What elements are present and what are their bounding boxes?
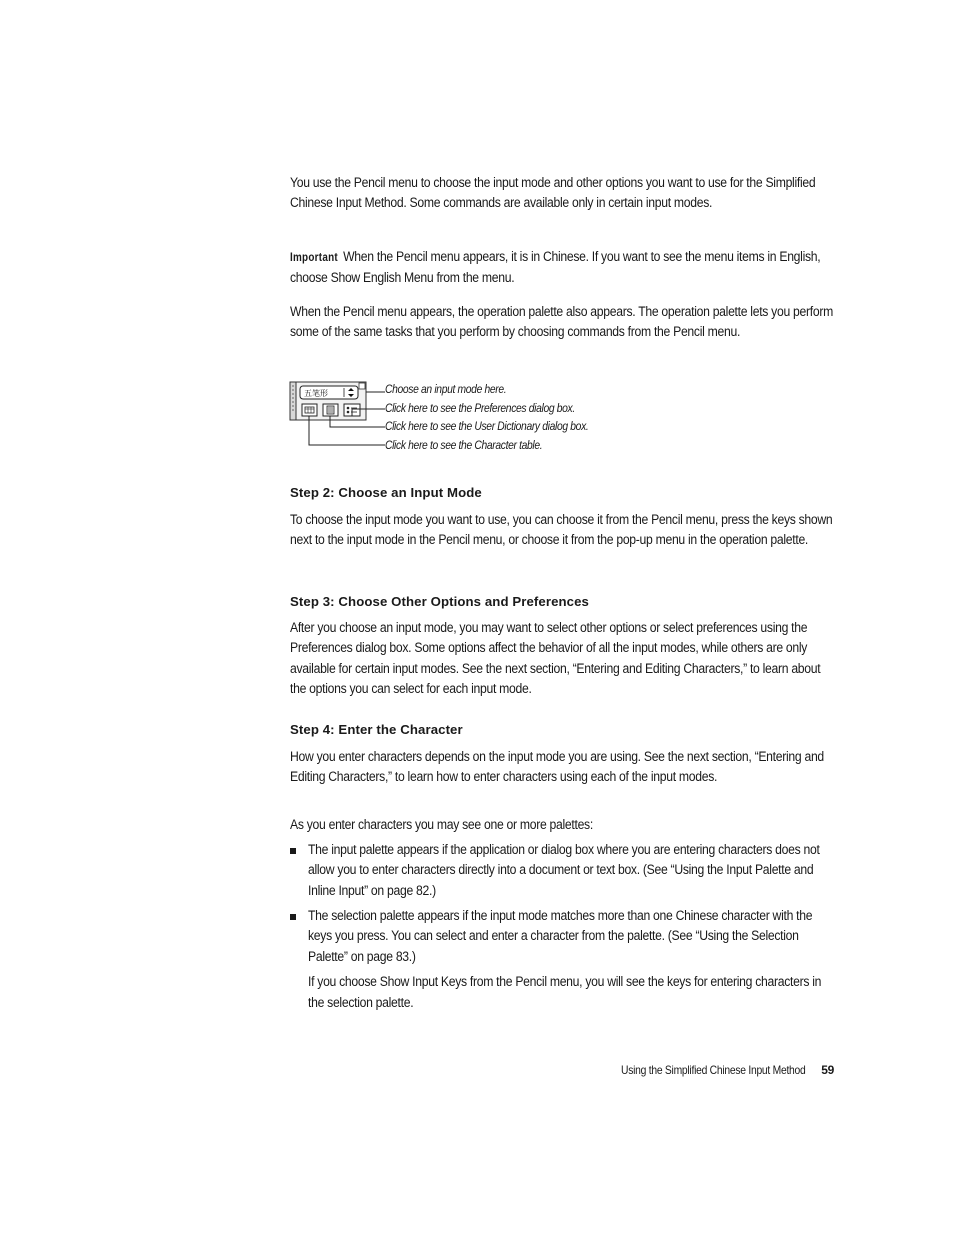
palette-drag-bar — [290, 382, 296, 420]
important-label: Important — [290, 252, 338, 264]
step4-lead — [290, 815, 835, 835]
callout-preferences: Click here to see the Preferences dialog box. — [385, 401, 575, 415]
important-note-text — [290, 247, 835, 289]
intro-text-2: When the Pencil menu appears, the operation palette also appears. The operation palette lets you perform some of the same tasks that you perform by choosing commands from the Pencil menu. — [290, 304, 833, 341]
bullet-2-text: The selection palette appears if the input mode matches more than one Chinese character with the keys you press. You can select and enter a character from the palette. (See “Using the Selection Palette” on page 83.) — [308, 908, 813, 965]
palette-bullet-list — [290, 840, 835, 901]
step3-heading: Step 3: Choose Other Options and Preferences — [290, 594, 589, 609]
bullet-square-icon — [290, 848, 296, 854]
bullet-square-icon — [290, 914, 296, 920]
step2-body — [290, 510, 835, 551]
page-number: 59 — [821, 1063, 834, 1077]
bullet-1-text: The input palette appears if the application or dialog box where you are entering characters does not allow you to enter characters directly into a document or text box. (See “Using the Input Palette and Inline Input” on page 82.) — [308, 842, 820, 899]
important-note — [290, 247, 835, 289]
intro-paragraph-2 — [290, 302, 835, 343]
important-body: When the Pencil menu appears, it is in Chinese. If you want to see the menu items in English, choose Show English Menu from the menu. — [290, 249, 821, 287]
step4-heading: Step 4: Enter the Character — [290, 722, 463, 737]
bullet-2-extra-text: If you choose Show Input Keys from the Pencil menu, you will see the keys for entering characters in the selection palette. — [308, 974, 822, 1011]
step4-body — [290, 747, 835, 788]
intro-paragraph-1 — [290, 173, 835, 214]
step4-lead-text: As you enter characters you may see one or more palettes: — [290, 817, 593, 833]
step3-body — [290, 618, 835, 700]
callout-input-mode: Choose an input mode here. — [385, 382, 507, 396]
palette-resize-box — [359, 383, 365, 389]
character-table-button — [302, 404, 317, 416]
page-footer — [591, 1063, 834, 1077]
operation-palette-figure — [288, 380, 388, 452]
callout-user-dictionary: Click here to see the User Dictionary dialog box. — [385, 419, 589, 433]
palette-bullet-list-2 — [290, 906, 835, 1013]
footer-title: Using the Simplified Chinese Input Method — [620, 1063, 806, 1077]
step3-text: After you choose an input mode, you may want to select other options or select preferences using the Preferences dialog box. Some options affect the behavior of all the input modes, while others are only available for certain input modes. See the next section, “Entering and Editing Characters,” to learn about the options you can select for each input mode. — [290, 620, 821, 698]
step4-text: How you enter characters depends on the input mode you are using. See the next section, “Entering and Editing Characters,” to learn how to enter characters using each of the input modes. — [290, 749, 824, 786]
callout-character-table: Click here to see the Character table. — [385, 438, 543, 452]
input-mode-popup-label: 五笔形 — [304, 389, 328, 398]
list-item — [290, 840, 835, 901]
step2-text: To choose the input mode you want to use, you can choose it from the Pencil menu, press the keys shown next to the input mode in the Pencil menu, or choose it from the pop-up menu in the operation palette. — [290, 512, 833, 549]
step2-heading: Step 2: Choose an Input Mode — [290, 485, 482, 500]
intro-text-1: You use the Pencil menu to choose the input mode and other options you want to use for the Simplified Chinese Input Method. Some commands are available only in certain input modes. — [290, 175, 816, 212]
list-item — [290, 906, 835, 1013]
